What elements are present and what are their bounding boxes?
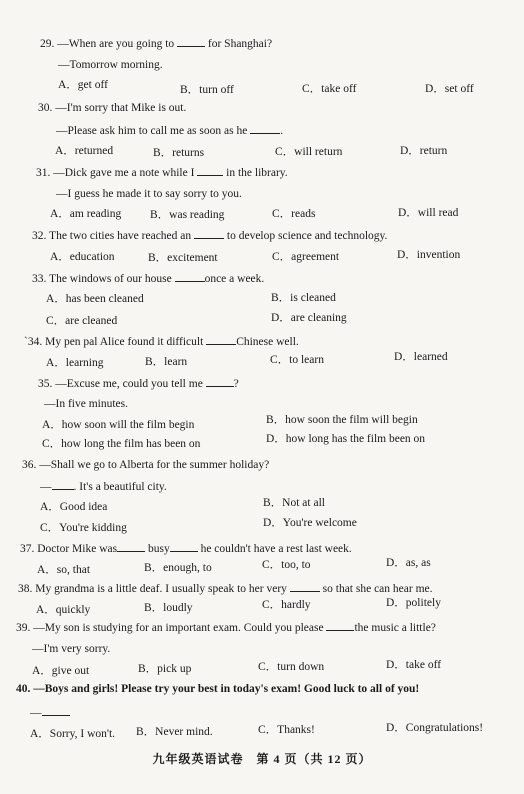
stem-text: My pen pal Alice found it difficult <box>45 336 204 348</box>
answer-blank <box>42 705 70 716</box>
question-31-reply: —I guess he made it to say sorry to you. <box>56 188 242 200</box>
answer-blank <box>206 376 234 387</box>
question-35-reply: —In five minutes. <box>44 398 128 410</box>
option-c: C．Thanks! <box>258 724 315 736</box>
question-38-stem <box>18 581 433 596</box>
option-d: D．take off <box>386 659 442 671</box>
answer-blank <box>197 165 223 176</box>
option-c: C．are cleaned <box>46 315 118 327</box>
stem-text: ? <box>233 378 239 390</box>
option-c: C．too, to <box>262 559 311 571</box>
stem-text: The windows of our house <box>49 273 172 285</box>
question-36-stem <box>22 458 269 472</box>
answer-blank <box>194 228 224 239</box>
option-a: A．am reading <box>50 208 122 220</box>
option-d: D．invention <box>397 249 461 261</box>
question-29-stem <box>40 36 272 51</box>
option-a: A．give out <box>32 665 90 677</box>
option-d: D．politely <box>386 597 441 609</box>
option-b: B．was reading <box>150 209 225 221</box>
answer-blank <box>326 620 354 631</box>
option-a: A．education <box>50 251 115 263</box>
option-b: B．excitement <box>148 252 218 264</box>
question-40-stem <box>16 682 419 696</box>
option-d: D．as, as <box>386 557 431 569</box>
stem-text: the music a little? <box>354 622 436 634</box>
question-34-stem <box>24 334 299 349</box>
option-d: D．are cleaning <box>271 312 347 324</box>
question-39-reply: —I'm very sorry. <box>32 643 111 655</box>
question-number: 29. <box>40 38 55 50</box>
answer-blank <box>52 479 74 490</box>
option-c: C．turn down <box>258 661 325 673</box>
option-d: D．learned <box>394 351 448 363</box>
option-c: C．how long the film has been on <box>42 438 201 450</box>
stem-text: for Shanghai? <box>207 38 273 50</box>
stem-text: to develop science and technology. <box>226 230 388 242</box>
page-footer: 九年级英语试卷 第 4 页（共 12 页） <box>152 752 372 766</box>
question-number: 36. <box>22 459 37 471</box>
answer-blank <box>170 541 198 552</box>
answer-blank <box>206 334 236 345</box>
stem-text: busy <box>147 543 170 555</box>
question-number: 32. <box>32 230 47 242</box>
option-b: B．Never mind. <box>136 726 213 738</box>
option-a: A．quickly <box>36 604 91 616</box>
option-d: D．return <box>400 145 448 157</box>
option-b: B．is cleaned <box>271 292 336 304</box>
question-36-reply <box>40 479 167 494</box>
answer-blank <box>175 271 205 282</box>
question-35-stem <box>38 376 239 391</box>
stem-text: so that she can hear me. <box>322 583 433 595</box>
question-30-stem <box>38 101 186 115</box>
stem-text: he couldn't have a rest last week. <box>200 543 352 555</box>
answer-blank <box>290 581 320 592</box>
question-number: 37. <box>20 543 35 555</box>
question-40-reply <box>30 705 70 720</box>
option-a: A．Sorry, I won't. <box>30 728 116 740</box>
question-number: 35. <box>38 378 53 390</box>
answer-blank <box>177 36 205 47</box>
reply-text: . It's a beautiful city. <box>73 481 167 493</box>
option-b: B．enough, to <box>144 562 212 574</box>
stem-text: —Dick gave me a note while I <box>53 167 195 179</box>
option-c: C．agreement <box>272 251 340 263</box>
stem-text: The two cities have reached an <box>49 230 192 242</box>
option-b: B．learn <box>145 356 188 368</box>
option-b: B．Not at all <box>263 497 325 509</box>
option-d: D．Congratulations! <box>386 722 484 734</box>
option-a: A．Good idea <box>40 501 108 513</box>
option-b: B．returns <box>153 147 205 159</box>
question-30-reply <box>56 123 283 138</box>
option-a: A．get off <box>58 79 108 91</box>
option-b: B．pick up <box>138 663 192 675</box>
stem-text: —Shall we go to Alberta for the summer holiday? <box>39 459 270 471</box>
stem-text: once a week. <box>204 273 265 285</box>
stem-text: —Excuse me, could you tell me <box>55 378 203 390</box>
stem-text: —When are you going to <box>57 38 175 50</box>
option-d: D．will read <box>398 207 459 219</box>
option-b: B．how soon the film will begin <box>266 414 418 426</box>
stem-text: —My son is studying for an important exam. Could you please <box>33 622 324 634</box>
stem-text: Doctor Mike was <box>37 543 118 555</box>
reply-text: — <box>40 481 52 493</box>
question-number: 40. <box>16 683 31 695</box>
option-d: D．set off <box>425 83 474 95</box>
question-number: 39. <box>16 622 31 634</box>
option-c: C．reads <box>272 208 316 220</box>
reply-text: . <box>280 125 284 137</box>
question-29-reply: —Tomorrow morning. <box>58 59 163 71</box>
option-a: A．learning <box>46 357 104 369</box>
option-a: A．how soon will the film begin <box>42 419 195 431</box>
option-a: A．returned <box>55 145 114 157</box>
option-b: B．turn off <box>180 84 234 96</box>
option-a: A．has been cleaned <box>46 293 144 305</box>
question-number: 31. <box>36 167 51 179</box>
stem-text: —I'm sorry that Mike is out. <box>55 102 187 114</box>
option-a: A．so, that <box>37 564 91 576</box>
stem-text: My grandma is a little deaf. I usually speak to her very <box>35 583 287 595</box>
question-37-stem <box>20 541 352 556</box>
option-b: B．loudly <box>144 602 193 614</box>
reply-text: —Please ask him to call me as soon as he <box>56 125 248 137</box>
question-number: `34. <box>24 336 43 348</box>
reply-text: — <box>30 707 42 719</box>
stem-text: Chinese well. <box>236 336 299 348</box>
option-c: C．to learn <box>270 354 324 366</box>
option-c: C．You're kidding <box>40 522 127 534</box>
question-number: 33. <box>32 273 47 285</box>
option-d: D．You're welcome <box>263 517 357 529</box>
question-33-stem <box>32 271 264 286</box>
option-c: C．will return <box>275 146 343 158</box>
answer-blank <box>117 541 145 552</box>
option-c: C．hardly <box>262 599 311 611</box>
stem-text: in the library. <box>226 167 288 179</box>
option-d: D．how long has the film been on <box>266 433 426 445</box>
answer-blank <box>250 123 280 134</box>
option-c: C．take off <box>302 83 357 95</box>
question-32-stem <box>32 228 387 243</box>
question-number: 38. <box>18 583 33 595</box>
question-39-stem <box>16 620 436 635</box>
question-number: 30. <box>38 102 53 114</box>
question-31-stem <box>36 165 288 180</box>
stem-text: —Boys and girls! Please try your best in today's exam! Good luck to all of you! <box>33 683 420 695</box>
